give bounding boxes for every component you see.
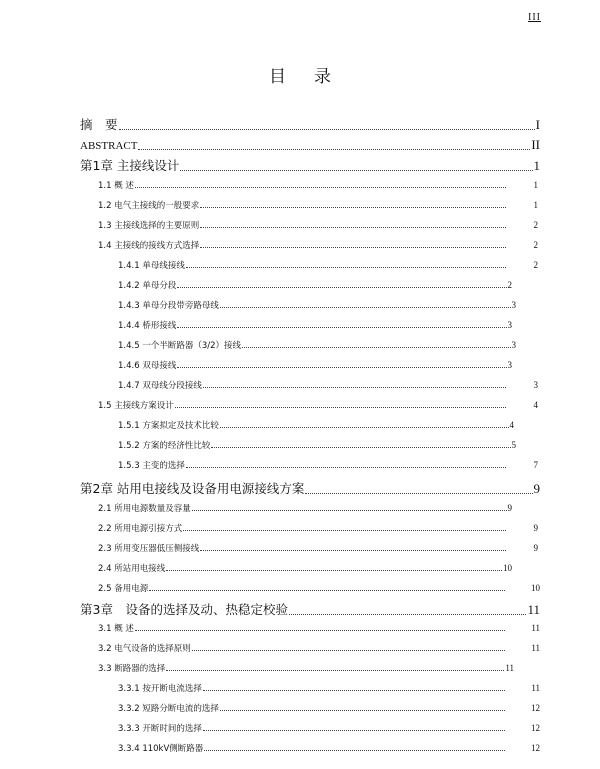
dot-leader: [186, 267, 506, 268]
page-title: [0, 62, 600, 87]
dot-leader: [138, 149, 530, 150]
toc-entry[interactable]: [98, 219, 538, 231]
toc-label: 1.4.5 一个半断路器（3/2）接线: [118, 341, 242, 351]
toc-label: 1.4 主接线的接线方式选择: [98, 241, 200, 251]
dot-leader: [203, 730, 505, 731]
toc-page: 5: [511, 440, 516, 450]
toc-page: 11: [505, 663, 514, 673]
toc-page: 7: [533, 460, 538, 470]
toc-entry[interactable]: [98, 522, 538, 534]
toc-label: 2.1 所用电源数量及容量: [98, 504, 191, 514]
dot-leader: [119, 129, 535, 130]
toc-page: 11: [531, 623, 540, 633]
toc-label: 1.1 概 述: [98, 181, 134, 191]
toc-entry[interactable]: [118, 742, 540, 754]
dot-leader: [204, 750, 505, 751]
dot-leader: [135, 187, 506, 188]
dot-leader: [200, 247, 505, 248]
toc-page: 12: [531, 723, 540, 733]
toc-page: 3: [533, 380, 538, 390]
toc-page: 4: [509, 420, 514, 430]
toc-label: 第2章 站用电接线及设备用电源接线方案: [80, 481, 305, 496]
toc-entry[interactable]: [118, 319, 512, 331]
toc-label: 1.5.1 方案拟定及技术比较: [118, 421, 219, 431]
dot-leader: [166, 570, 502, 571]
toc-label: 1.5.3 主变的选择: [118, 461, 185, 471]
toc-page: 2: [533, 240, 538, 250]
dot-leader: [220, 427, 509, 428]
toc-entry-chapter-1[interactable]: [80, 156, 540, 174]
toc-entry[interactable]: [118, 682, 540, 694]
dot-leader: [200, 207, 505, 208]
toc-page: II: [531, 137, 540, 152]
toc-entry[interactable]: [118, 339, 516, 351]
dot-leader: [177, 287, 506, 288]
toc-page: 1: [533, 158, 540, 173]
toc-entry[interactable]: [98, 239, 538, 251]
toc-entry[interactable]: [118, 359, 512, 371]
toc-label: 3.1 概 述: [98, 624, 134, 634]
toc-entry[interactable]: [98, 179, 538, 191]
toc-label: 第3章 设备的选择及动、热稳定校验: [80, 602, 288, 617]
toc-page: 9: [533, 543, 538, 553]
toc-entry[interactable]: [98, 399, 538, 411]
toc-label: 1.4.7 双母线分段接线: [118, 381, 202, 391]
toc-label: 2.4 所站用电接线: [98, 564, 166, 574]
dot-leader: [289, 614, 527, 615]
toc-entry[interactable]: [98, 502, 512, 514]
toc-page: 11: [531, 643, 540, 653]
toc-entry[interactable]: [118, 439, 516, 451]
toc-label: 2.3 所用变压器低压侧接线: [98, 544, 200, 554]
toc-entry[interactable]: [118, 459, 538, 471]
toc-entry-chapter-2[interactable]: [80, 479, 540, 497]
toc-page: 9: [533, 481, 540, 496]
dot-leader: [183, 530, 505, 531]
dot-leader: [192, 650, 506, 651]
dot-leader: [203, 387, 506, 388]
toc-label: 1.4.4 桥形接线: [118, 321, 177, 331]
dot-leader: [135, 630, 505, 631]
dot-leader: [166, 670, 504, 671]
dot-leader: [186, 467, 506, 468]
title-char-2: 录: [314, 67, 331, 87]
toc-label: 3.2 电气设备的选择原则: [98, 644, 191, 654]
toc-label: 3.3.1 按开断电流选择: [118, 684, 202, 694]
dot-leader: [175, 407, 506, 408]
toc-label: 1.5.2 方案的经济性比较: [118, 441, 211, 451]
toc-entry[interactable]: [118, 279, 512, 291]
toc-page: 3: [511, 340, 516, 350]
toc-page: I: [535, 117, 540, 132]
dot-leader: [177, 327, 506, 328]
toc-page: 12: [531, 703, 540, 713]
toc-entry[interactable]: [118, 379, 538, 391]
toc-page: 1: [533, 180, 538, 190]
toc-page: 3: [507, 360, 512, 370]
toc-entry[interactable]: [118, 702, 540, 714]
toc-label: 2.5 备用电源: [98, 584, 149, 594]
toc-entry[interactable]: [98, 199, 538, 211]
toc-label: 1.2 电气主接线的一般要求: [98, 201, 200, 211]
toc-entry[interactable]: [98, 622, 540, 634]
dot-leader: [149, 590, 505, 591]
toc-entry[interactable]: [98, 662, 514, 674]
toc-entry-chapter-3[interactable]: [80, 600, 540, 618]
toc-page: 2: [507, 280, 512, 290]
toc-page: 10: [503, 563, 512, 573]
toc-label: 3.3 断路器的选择: [98, 664, 166, 674]
dot-leader: [211, 447, 510, 448]
dot-leader: [220, 710, 505, 711]
toc-page: 4: [533, 400, 538, 410]
toc-label: ABSTRACT: [80, 140, 138, 152]
toc-label: 1.4.1 单母线接线: [118, 261, 185, 271]
toc-label: 摘 要: [80, 117, 118, 132]
toc-label: 2.2 所用电源引接方式: [98, 524, 183, 534]
toc-page: 2: [533, 260, 538, 270]
title-char-1: 目: [269, 67, 286, 87]
dot-leader: [220, 307, 511, 308]
page-number: III: [528, 12, 541, 23]
toc-label: 第1章 主接线设计: [80, 158, 180, 173]
toc-page: 11: [527, 602, 540, 617]
toc-page: 1: [533, 200, 538, 210]
toc-page: 9: [507, 503, 512, 513]
toc-label: 1.3 主接线选择的主要原则: [98, 221, 200, 231]
dot-leader: [242, 347, 510, 348]
toc-entry[interactable]: [98, 642, 540, 654]
toc-page: 9: [533, 523, 538, 533]
dot-leader: [305, 493, 532, 494]
toc-page: 3: [507, 320, 512, 330]
toc-entry-abstract-en[interactable]: [80, 137, 540, 153]
toc-label: 1.4.2 单母分段: [118, 281, 177, 291]
dot-leader: [177, 367, 506, 368]
toc-entry[interactable]: [118, 299, 516, 311]
dot-leader: [192, 510, 507, 511]
toc-entry[interactable]: [98, 582, 540, 594]
toc-page: 11: [531, 683, 540, 693]
toc-entry[interactable]: [118, 419, 514, 431]
toc-label: 3.3.3 开断时间的选择: [118, 724, 202, 734]
toc-entry[interactable]: [118, 259, 538, 271]
toc-entry[interactable]: [98, 542, 538, 554]
toc-entry[interactable]: [98, 562, 512, 574]
toc-page: 2: [533, 220, 538, 230]
toc-label: 1.4.3 单母分段带旁路母线: [118, 301, 219, 311]
dot-leader: [200, 550, 505, 551]
toc-label: 1.4.6 双母接线: [118, 361, 177, 371]
toc-label: 3.3.2 短路分断电流的选择: [118, 704, 219, 714]
toc-label: 1.5 主接线方案设计: [98, 401, 174, 411]
toc-page: 10: [531, 583, 540, 593]
dot-leader: [203, 690, 505, 691]
dot-leader: [200, 227, 505, 228]
toc-entry-abstract-cn[interactable]: [80, 115, 540, 133]
toc-entry[interactable]: [118, 722, 540, 734]
toc-label: 3.3.4 110kV侧断路器: [118, 744, 204, 754]
dot-leader: [180, 170, 532, 171]
toc-page: 3: [511, 300, 516, 310]
toc-page: 12: [531, 743, 540, 753]
